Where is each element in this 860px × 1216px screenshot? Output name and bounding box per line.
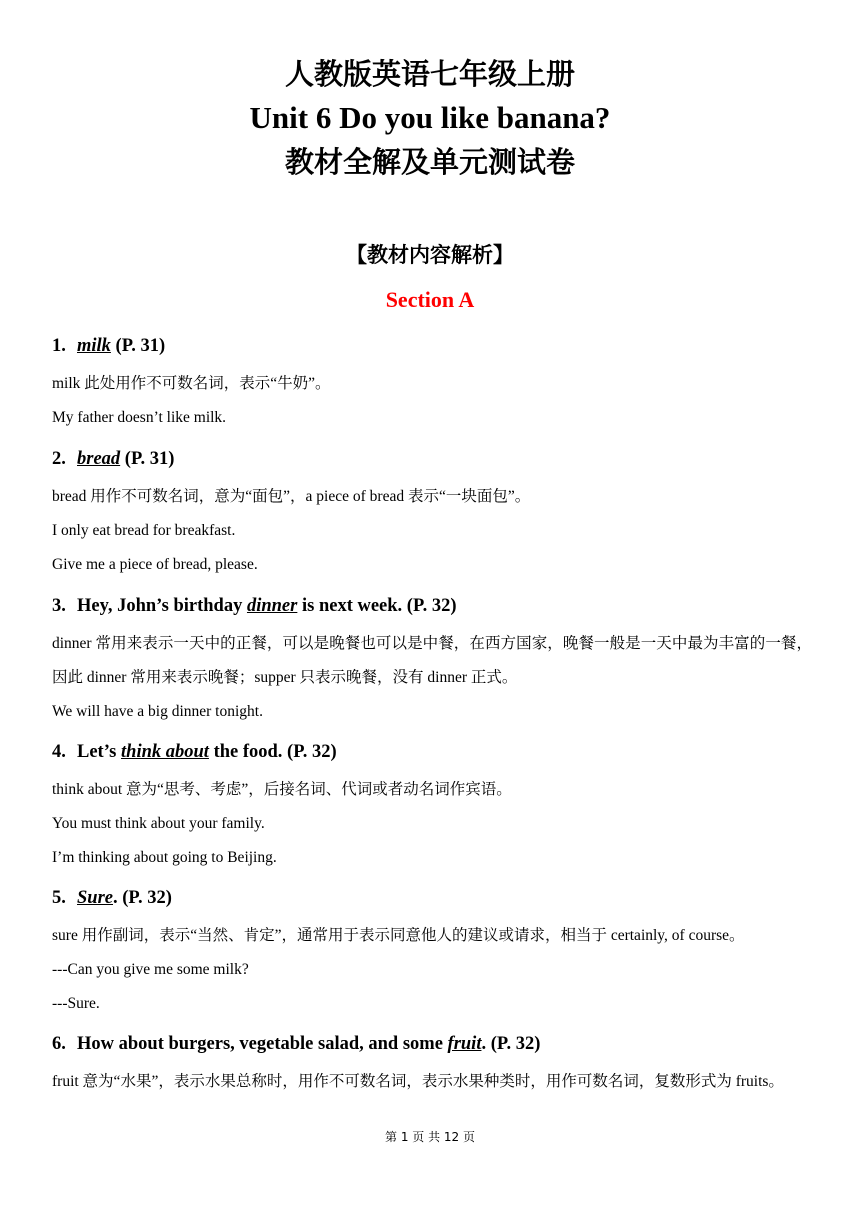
section-heading-section-a: Section A <box>385 287 475 312</box>
item-5 <box>52 885 812 1021</box>
item-line: bread 用作不可数名词，意为“面包”，a piece of bread 表示“一块面包”。 <box>52 488 531 505</box>
item-heading <box>52 885 812 911</box>
item-heading-pre: How about burgers, vegetable salad, and some <box>77 1034 448 1054</box>
item-line: milk 此处用作不可数名词，表示“牛奶”。 <box>52 375 331 392</box>
item-heading-post: the food. (P. 32) <box>208 742 337 762</box>
item-keyword: think about <box>121 742 209 762</box>
item-1 <box>52 333 812 435</box>
item-keyword: Sure <box>77 888 113 908</box>
item-heading-pre: Let’s <box>77 742 122 762</box>
item-keyword: milk <box>77 336 111 356</box>
item-heading-post: . (P. 32) <box>481 1034 541 1054</box>
item-heading <box>52 739 812 765</box>
item-number: 5. <box>52 888 66 908</box>
item-line: We will have a big dinner tonight. <box>52 703 263 720</box>
item-line: sure 用作副词，表示“当然、肯定”，通常用于表示同意他人的建议或请求，相当于 certainly, of course。 <box>52 927 745 944</box>
item-line: ---Sure. <box>52 995 100 1012</box>
item-number: 4. <box>52 742 66 762</box>
item-line: I only eat bread for breakfast. <box>52 522 236 539</box>
item-number: 6. <box>52 1034 66 1054</box>
item-heading-post: (P. 31) <box>120 449 175 469</box>
title-line-1: 人教版英语七年级上册 <box>284 57 575 91</box>
item-heading-post: is next week. (P. 32) <box>297 596 457 616</box>
document-title <box>0 52 860 184</box>
item-line: think about 意为“思考、考虑”，后接名词、代词或者动名词作宾语。 <box>52 781 512 798</box>
item-keyword: dinner <box>246 596 298 616</box>
item-heading-pre: Hey, John’s birthday <box>77 596 247 616</box>
item-line: You must think about your family. <box>52 815 265 832</box>
item-line: Give me a piece of bread, please. <box>52 556 258 573</box>
item-heading-post: . (P. 32) <box>113 888 172 908</box>
item-line: fruit 意为“水果”，表示水果总称时，用作不可数名词，表示水果种类时，用作可数名词，复数形式为 fruits。 <box>52 1073 784 1090</box>
item-heading <box>52 446 812 472</box>
item-3 <box>52 593 812 729</box>
item-line: My father doesn’t like milk. <box>52 409 227 426</box>
item-keyword: bread <box>77 449 121 469</box>
title-line-3: 教材全解及单元测试卷 <box>284 145 575 179</box>
item-2 <box>52 446 812 582</box>
item-heading <box>52 1031 812 1057</box>
item-6 <box>52 1031 812 1099</box>
title-line-2: Unit 6 Do you like banana? <box>249 100 611 135</box>
item-keyword: fruit <box>447 1034 482 1054</box>
item-number: 3. <box>52 596 66 616</box>
item-line: ---Can you give me some milk? <box>52 961 249 978</box>
item-line: dinner 常用来表示一天中的正餐，可以是晚餐也可以是中餐，在西方国家，晚餐一般是一天中最为丰富的一餐，因此 dinner 常用来表示晚餐；supper 只表示晚餐，没有 dinner 正式。 <box>52 635 812 686</box>
page-footer: 第 1 页 共 12 页 <box>385 1130 475 1144</box>
item-line: I’m thinking about going to Beijing. <box>52 849 277 866</box>
section-heading-analysis: 【教材内容解析】 <box>346 243 514 267</box>
item-heading <box>52 593 812 619</box>
item-number: 1. <box>52 336 66 356</box>
item-heading <box>52 333 812 359</box>
item-4 <box>52 739 812 875</box>
item-heading-post: (P. 31) <box>110 336 166 356</box>
item-number: 2. <box>52 449 66 469</box>
